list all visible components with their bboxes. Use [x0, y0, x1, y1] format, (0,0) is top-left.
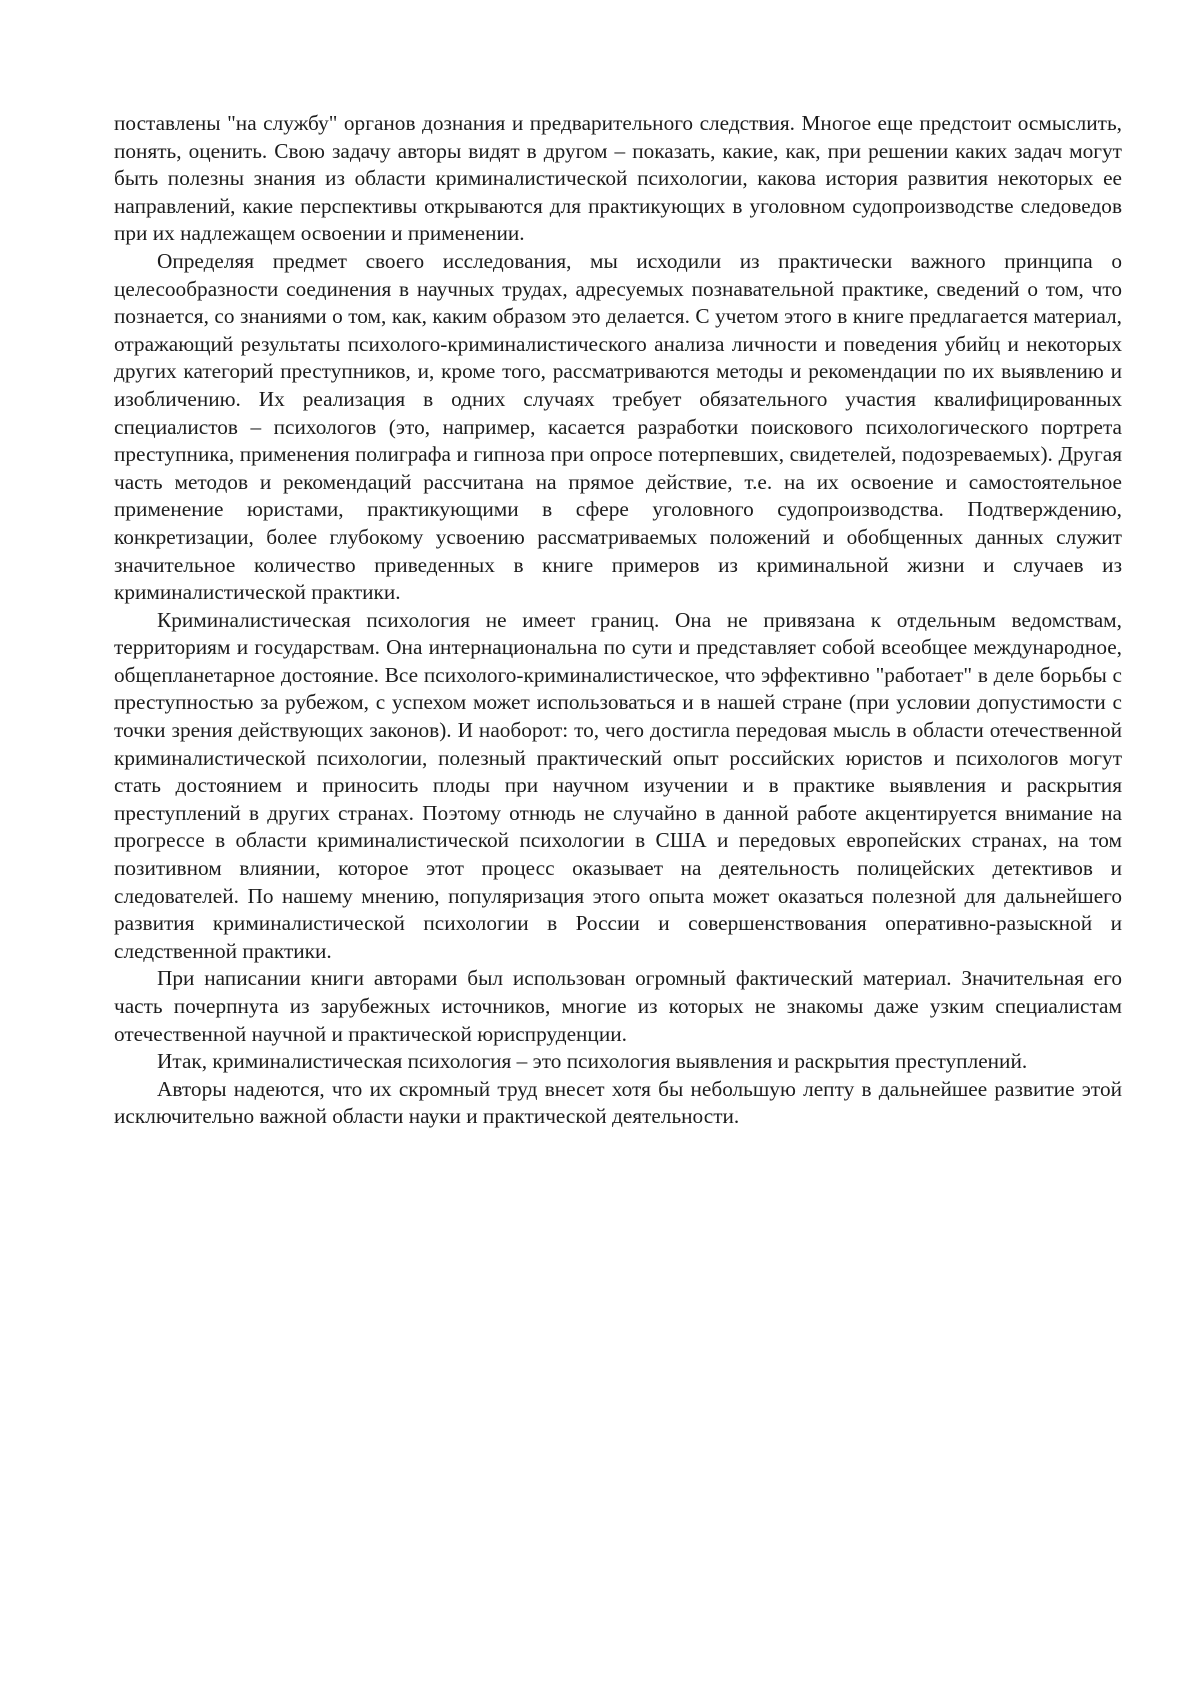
paragraph-continuation: поставлены "на службу" органов дознания и предварительного следствия. Многое еще предстоит осмыслить, понять, оценить. Свою задачу авторы видят в другом – показать, какие, как, при решении каких задач могут быть полезны знания из области криминалистической психологии, какова история развития некоторых ее направлений, какие перспективы открываются для практикующих в уголовном судопроизводстве следоведов при их надлежащем освоении и применении.	[114, 110, 1122, 248]
document-page	[114, 110, 1122, 1131]
paragraph-closing: Авторы надеются, что их скромный труд внесет хотя бы небольшую лепту в дальнейшее развитие этой исключительно важной области науки и практической деятельности.	[114, 1076, 1122, 1131]
paragraph-no-borders: Криминалистическая психология не имеет границ. Она не привязана к отдельным ведомствам, территориям и государствам. Она интернациональна по сути и представляет собой всеобщее международное, общепланетарное достояние. Все психолого-криминалистическое, что эффективно "работает" в деле борьбы с преступностью за рубежом, с успехом может использоваться и в нашей стране (при условии допустимости с точки зрения действующих законов). И наоборот: то, чего достигла передовая мысль в области отечественной криминалистической психологии, полезный практический опыт российских юристов и психологов могут стать достоянием и приносить плоды при научном изучении и в практике выявления и раскрытия преступлений в других странах. Поэтому отнюдь не случайно в данной работе акцентируется внимание на прогрессе в области криминалистической психологии в США и передовых европейских странах, на том позитивном влиянии, которое этот процесс оказывает на деятельность полицейских детективов и следователей. По нашему мнению, популяризация этого опыта может оказаться полезной для дальнейшего развития криминалистической психологии в России и совершенствования оперативно-разыскной и следственной практики.	[114, 607, 1122, 966]
paragraph-sources: При написании книги авторами был использован огромный фактический материал. Значительная его часть почерпнута из зарубежных источников, многие из которых не знакомы даже узким специалистам отечественной научной и практической юриспруденции.	[114, 965, 1122, 1048]
paragraph-subject: Определяя предмет своего исследования, мы исходили из практически важного принципа о целесообразности соединения в научных трудах, адресуемых познавательной практике, сведений о том, что познается, со знаниями о том, как, каким образом это делается. С учетом этого в книге предлагается материал, отражающий результаты психолого-криминалистического анализа личности и поведения убийц и некоторых других категорий преступников, и, кроме того, рассматриваются методы и рекомендации по их выявлению и изобличению. Их реализация в одних случаях требует обязательного участия квалифицированных специалистов – психологов (это, например, касается разработки поискового психологического портрета преступника, применения полиграфа и гипноза при опросе потерпевших, свидетелей, подозреваемых). Другая часть методов и рекомендаций рассчитана на прямое действие, т.е. на их освоение и самостоятельное применение юристами, практикующими в сфере уголовного судопроизводства. Подтверждению, конкретизации, более глубокому усвоению рассматриваемых положений и обобщенных данных служит значительное количество приведенных в книге примеров из криминальной жизни и случаев из криминалистической практики.	[114, 248, 1122, 607]
paragraph-definition: Итак, криминалистическая психология – это психология выявления и раскрытия преступлений.	[114, 1048, 1122, 1076]
